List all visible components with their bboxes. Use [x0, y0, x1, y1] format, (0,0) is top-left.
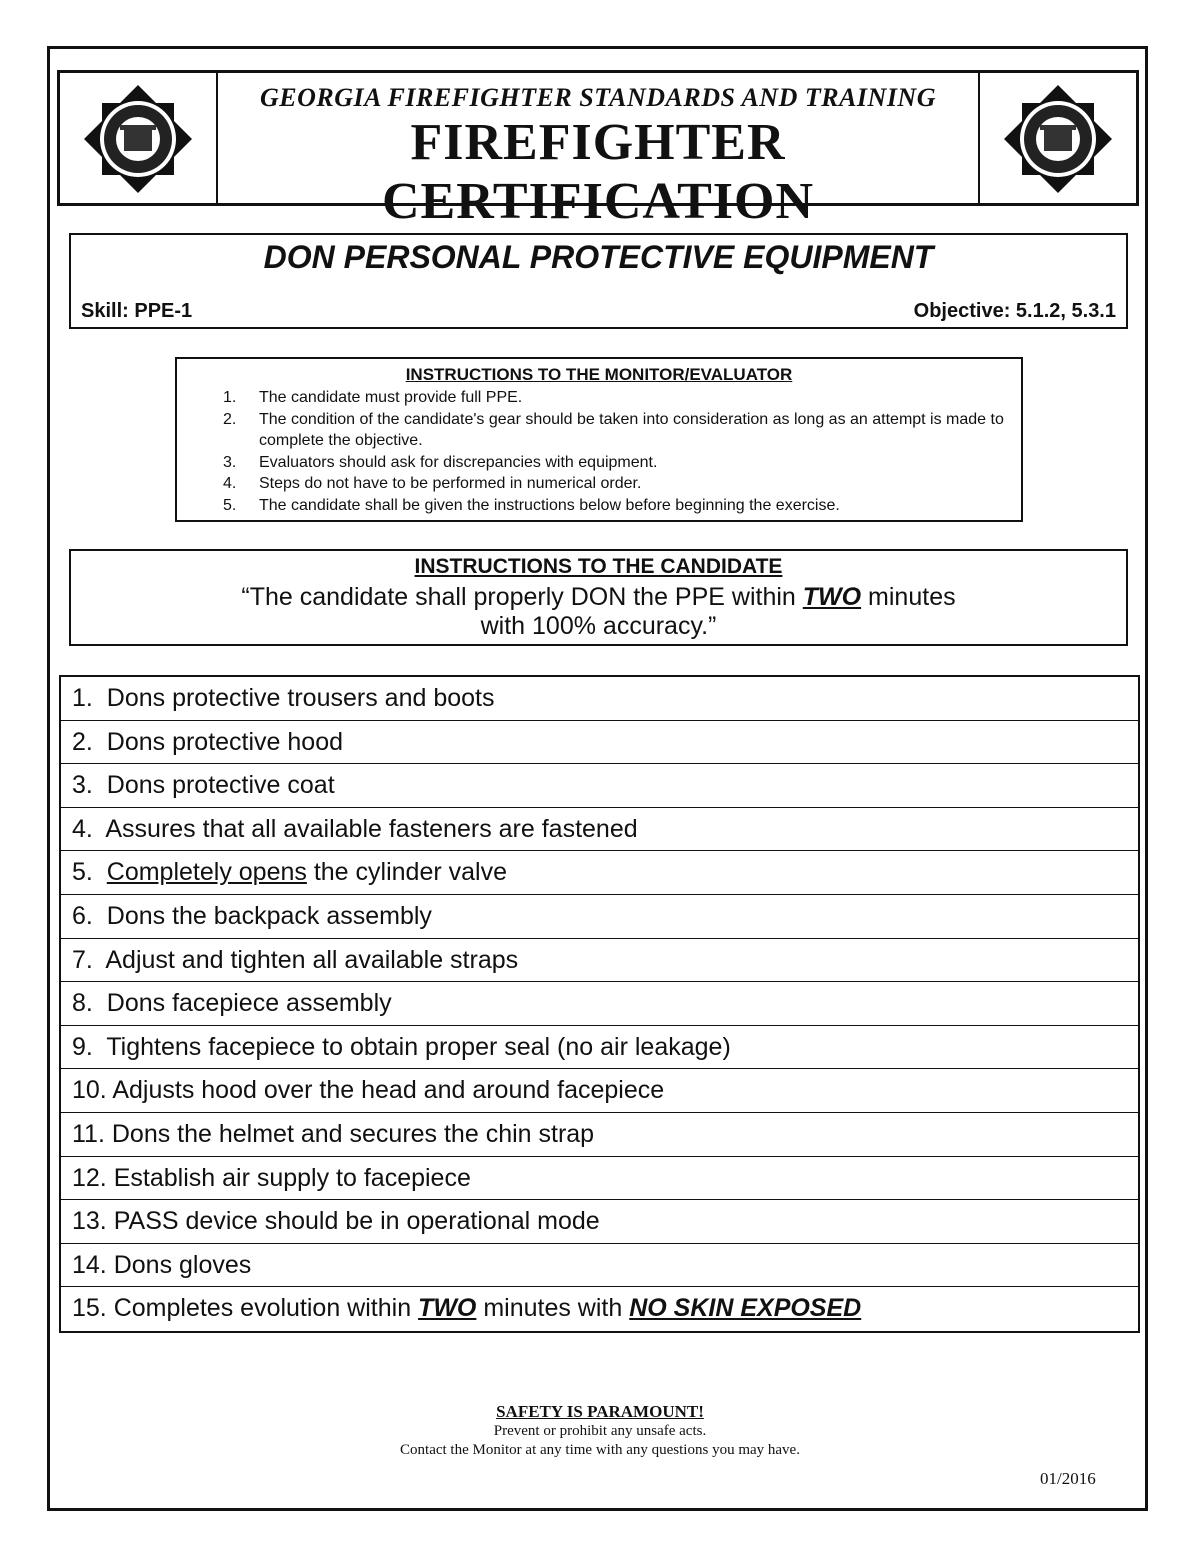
candidate-instructions: [69, 549, 1128, 646]
footer-line: Prevent or prohibit any unsafe acts.: [493, 1423, 707, 1439]
skill-title: DON PERSONAL PROTECTIVE EQUIPMENT: [263, 239, 934, 275]
skill-id: Skill: PPE-1: [81, 300, 193, 322]
step-number: 14.: [72, 1250, 107, 1279]
monitor-instructions-list: [223, 387, 1007, 516]
step-number: 9.: [72, 1032, 93, 1061]
list-item: [223, 452, 1007, 474]
table-row: [61, 1157, 1138, 1201]
footer: [0, 1402, 1200, 1460]
table-row: [61, 677, 1138, 721]
step-text: Dons gloves: [113, 1250, 252, 1279]
list-item: [223, 387, 1007, 409]
table-row: [61, 1113, 1138, 1157]
item-text: Evaluators should ask for discrepancies with equipment.: [259, 453, 658, 471]
step-number: 4.: [72, 814, 93, 843]
step-text: Tightens facepiece to obtain proper seal (no air leakage): [106, 1032, 731, 1061]
step-text: Dons the helmet and secures the chin strap: [111, 1119, 595, 1148]
header: [57, 70, 1139, 230]
table-row: [61, 982, 1138, 1026]
table-row: [61, 1026, 1138, 1070]
step-text: Dons the backpack assembly: [106, 901, 432, 930]
step-number: 5.: [72, 858, 93, 887]
item-text: The candidate must provide full PPE.: [259, 389, 523, 406]
monitor-instructions-heading: INSTRUCTIONS TO THE MONITOR/EVALUATOR: [405, 365, 793, 384]
step-emphasis: NO SKIN EXPOSED: [629, 1294, 862, 1323]
table-row: [61, 1069, 1138, 1113]
step-number: 11.: [72, 1119, 105, 1148]
step-number: 7.: [72, 945, 93, 974]
monitor-instructions: [175, 357, 1023, 522]
objective-id: Objective: 5.1.2, 5.3.1: [913, 300, 1116, 322]
item-text: Steps do not have to be performed in numerical order.: [259, 475, 642, 492]
item-number: 3.: [223, 453, 237, 471]
step-number: 12.: [72, 1163, 107, 1192]
candidate-instructions-heading: INSTRUCTIONS TO THE CANDIDATE: [414, 555, 783, 578]
seal-right: [978, 73, 1136, 203]
candidate-instructions-text: [71, 583, 1126, 641]
item-text: The condition of the candidate's gear should be taken into consideration as long as an attempt is made to complete the objective.: [259, 410, 1004, 449]
list-item: [223, 495, 1007, 517]
item-number: 4.: [223, 475, 237, 492]
table-row: [61, 1244, 1138, 1288]
item-number: 2.: [223, 410, 237, 428]
table-row: [61, 808, 1138, 852]
list-item: [223, 409, 1007, 452]
step-text: Dons facepiece assembly: [106, 989, 392, 1018]
step-number: 8.: [72, 989, 93, 1018]
organization-name: GEORGIA FIREFIGHTER STANDARDS AND TRAINING: [260, 83, 936, 112]
step-text: Dons protective trousers and boots: [106, 684, 495, 712]
footer-line: Contact the Monitor at any time with any questions you may have.: [400, 1442, 800, 1458]
instruction-text: minutes: [861, 583, 956, 611]
table-row: [61, 721, 1138, 765]
step-text: Dons protective coat: [106, 771, 335, 800]
instruction-text: with 100% accuracy.”: [480, 612, 717, 640]
instruction-emphasis: TWO: [802, 583, 862, 611]
step-text: the cylinder valve: [306, 858, 507, 887]
step-text: Dons protective hood: [106, 727, 344, 756]
table-row: [61, 939, 1138, 983]
step-number: 3.: [72, 771, 93, 800]
maltese-cross-seal-icon: [80, 81, 196, 197]
form-title: FIREFIGHTER CERTIFICATION: [381, 114, 815, 230]
table-row: [61, 1200, 1138, 1244]
table-row: [61, 895, 1138, 939]
step-text: Assures that all available fasteners are fastened: [105, 814, 638, 843]
step-number: 6.: [72, 901, 93, 930]
footer-title: SAFETY IS PARAMOUNT!: [496, 1402, 704, 1421]
step-emphasis: TWO: [418, 1294, 477, 1323]
step-number: 2.: [72, 727, 93, 756]
table-row: [61, 1287, 1138, 1331]
maltese-cross-seal-icon: [1000, 81, 1116, 197]
step-text: minutes with: [476, 1294, 630, 1323]
step-text: PASS device should be in operational mode: [113, 1207, 600, 1236]
item-number: 5.: [223, 496, 237, 514]
step-number: 15.: [72, 1294, 107, 1323]
table-row: [61, 851, 1138, 895]
seal-left: [60, 73, 218, 203]
step-number: 1.: [72, 684, 93, 712]
skill-box: [69, 233, 1128, 329]
step-number: 10.: [72, 1076, 107, 1105]
step-text: Adjusts hood over the head and around facepiece: [112, 1076, 665, 1105]
revision-date: 01/2016: [1040, 1469, 1096, 1488]
step-emphasis: Completely opens: [106, 858, 307, 887]
item-text: The candidate shall be given the instructions below before beginning the exercise.: [259, 496, 840, 514]
item-number: 1.: [223, 389, 237, 406]
step-number: 13.: [72, 1207, 107, 1236]
instruction-text: “The candidate shall properly DON the PPE within: [241, 583, 803, 611]
step-text: Adjust and tighten all available straps: [105, 945, 519, 974]
step-text: Establish air supply to facepiece: [113, 1163, 471, 1192]
steps-table: [59, 675, 1140, 1333]
step-text: Completes evolution within: [113, 1294, 419, 1323]
list-item: [223, 473, 1007, 495]
table-row: [61, 764, 1138, 808]
